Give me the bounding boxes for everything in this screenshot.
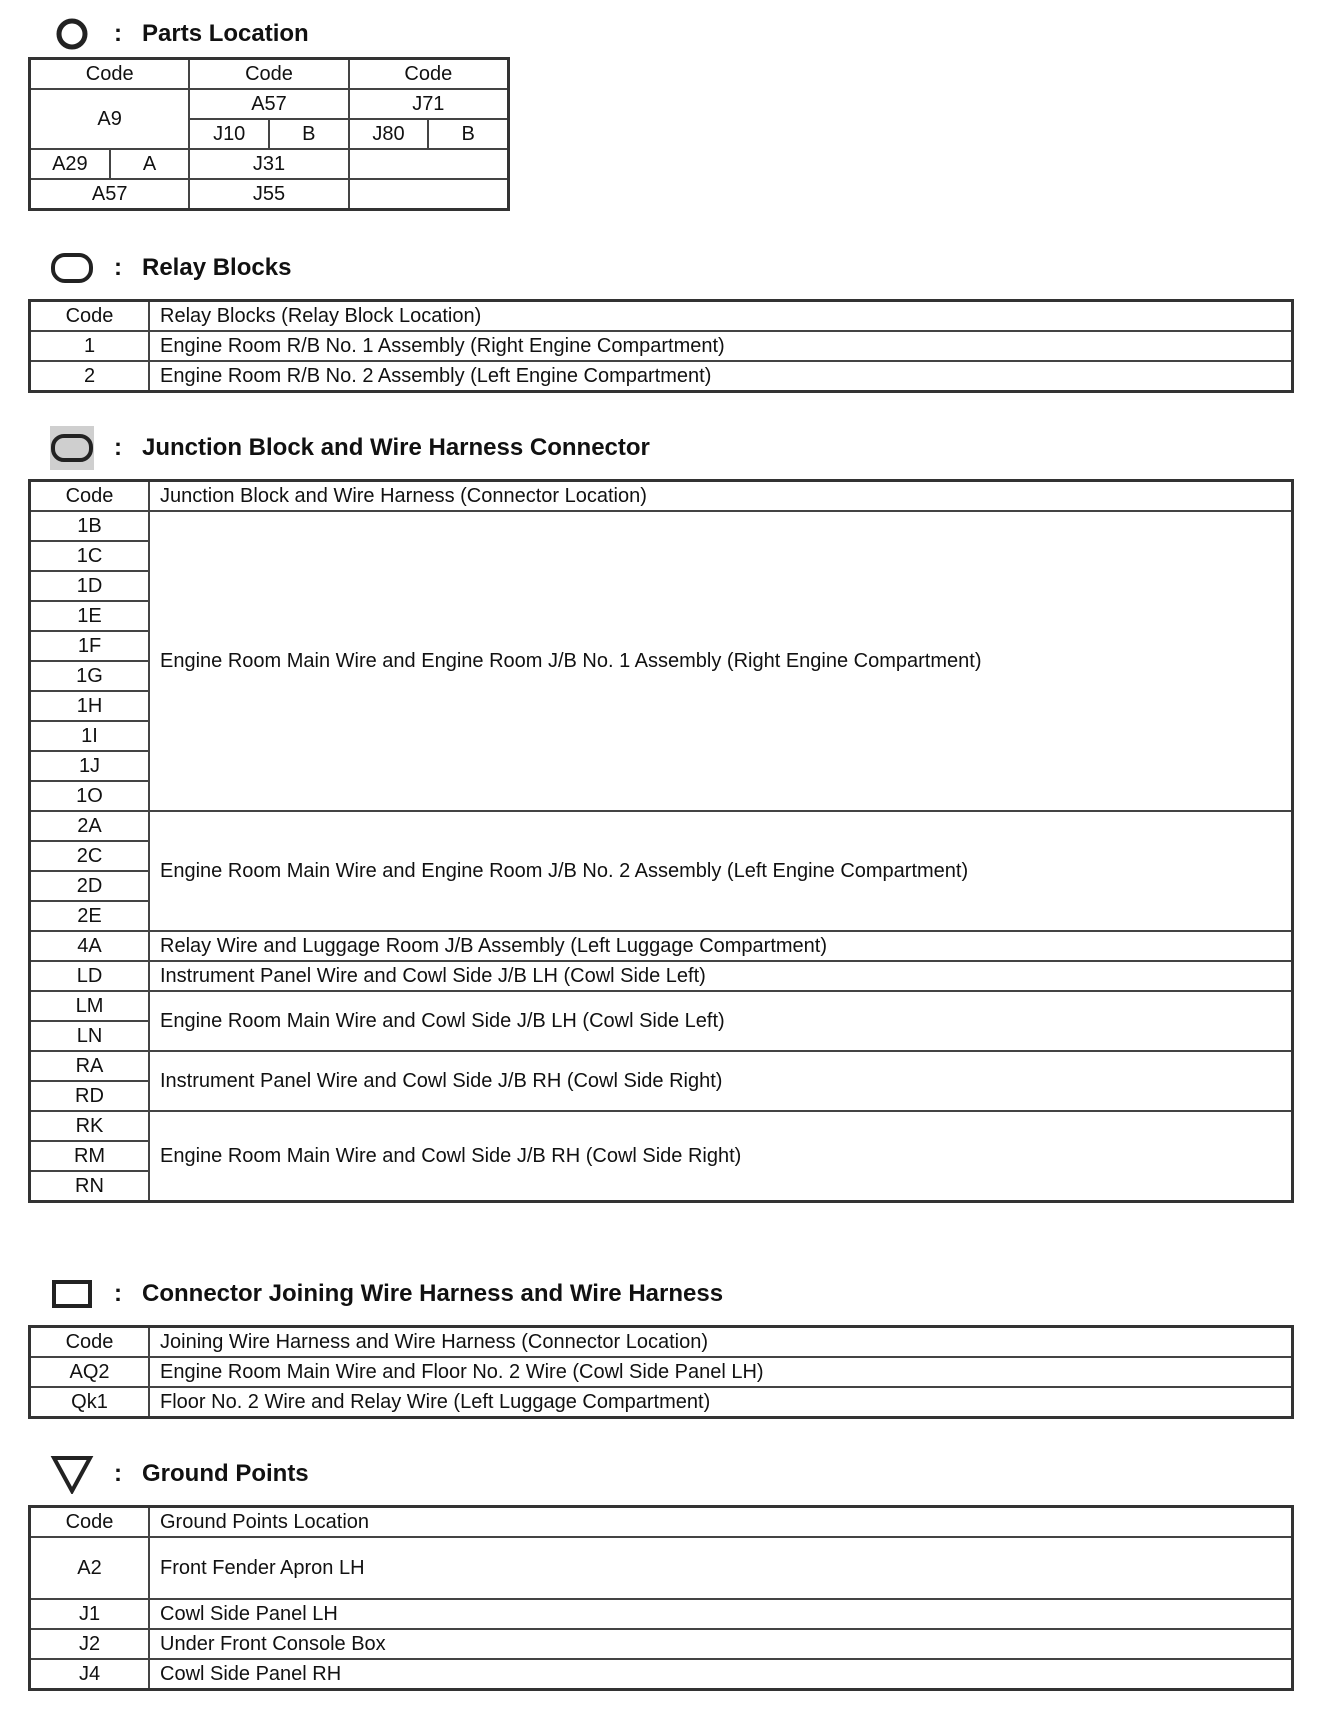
code-cell: RM bbox=[30, 1141, 150, 1171]
code-cell: 2A bbox=[30, 811, 150, 841]
desc-cell: Instrument Panel Wire and Cowl Side J/B LH (Cowl Side Left) bbox=[149, 961, 1293, 991]
code-cell: LD bbox=[30, 961, 150, 991]
code-cell: 2C bbox=[30, 841, 150, 871]
section-title: Junction Block and Wire Harness Connector bbox=[142, 434, 650, 461]
code-cell: 4A bbox=[30, 931, 150, 961]
colon: : bbox=[114, 20, 122, 47]
code-cell: A57 bbox=[189, 89, 348, 119]
junction-block-table bbox=[28, 479, 1294, 1203]
colon: : bbox=[114, 254, 122, 281]
header-desc: Ground Points Location bbox=[149, 1507, 1293, 1538]
ground-points-table bbox=[28, 1505, 1294, 1691]
code-cell: LM bbox=[30, 991, 150, 1021]
desc-cell: Engine Room Main Wire and Cowl Side J/B LH (Cowl Side Left) bbox=[149, 991, 1293, 1051]
parts-location-table bbox=[28, 57, 510, 211]
connector-header bbox=[50, 1272, 723, 1316]
desc-cell: Engine Room Main Wire and Engine Room J/B No. 1 Assembly (Right Engine Compartment) bbox=[149, 511, 1293, 811]
code-cell: A9 bbox=[30, 89, 190, 149]
code-cell: J10 bbox=[189, 119, 269, 149]
section-title: Relay Blocks bbox=[142, 254, 292, 281]
desc-cell: Relay Wire and Luggage Room J/B Assembly (Left Luggage Compartment) bbox=[149, 931, 1293, 961]
section-title: Parts Location bbox=[142, 20, 309, 47]
code-cell: A2 bbox=[30, 1537, 150, 1599]
code-cell: 1E bbox=[30, 601, 150, 631]
relay-blocks-header bbox=[50, 246, 291, 290]
triangle-icon bbox=[50, 1452, 94, 1496]
desc-cell: Engine Room Main Wire and Engine Room J/B No. 2 Assembly (Left Engine Compartment) bbox=[149, 811, 1293, 931]
desc-cell: Engine Room R/B No. 1 Assembly (Right Engine Compartment) bbox=[149, 331, 1293, 361]
desc-cell: Cowl Side Panel LH bbox=[149, 1599, 1293, 1629]
header-code: Code bbox=[30, 301, 150, 332]
colon: : bbox=[114, 1460, 122, 1487]
junction-block-header bbox=[50, 426, 650, 470]
code-cell: 1H bbox=[30, 691, 150, 721]
code-cell: LN bbox=[30, 1021, 150, 1051]
code-cell: RN bbox=[30, 1171, 150, 1202]
section-title: Ground Points bbox=[142, 1460, 309, 1487]
code-cell: A57 bbox=[30, 179, 190, 210]
desc-cell: Engine Room Main Wire and Cowl Side J/B RH (Cowl Side Right) bbox=[149, 1111, 1293, 1202]
header-desc: Relay Blocks (Relay Block Location) bbox=[149, 301, 1293, 332]
colon: : bbox=[114, 434, 122, 461]
code-cell: 1B bbox=[30, 511, 150, 541]
rounded-rect-icon bbox=[50, 246, 94, 290]
code-cell: A29 bbox=[30, 149, 110, 179]
code-cell: J2 bbox=[30, 1629, 150, 1659]
relay-blocks-table bbox=[28, 299, 1294, 393]
empty-cell bbox=[349, 179, 509, 210]
desc-cell: Instrument Panel Wire and Cowl Side J/B RH (Cowl Side Right) bbox=[149, 1051, 1293, 1111]
code-cell: 2 bbox=[30, 361, 150, 392]
code-cell: J55 bbox=[189, 179, 348, 210]
code-cell: J71 bbox=[349, 89, 509, 119]
code-cell: AQ2 bbox=[30, 1357, 150, 1387]
header-code: Code bbox=[30, 1327, 150, 1358]
desc-cell: Floor No. 2 Wire and Relay Wire (Left Luggage Compartment) bbox=[149, 1387, 1293, 1418]
code-cell: 1J bbox=[30, 751, 150, 781]
code-cell: 2E bbox=[30, 901, 150, 931]
code-cell: 1F bbox=[30, 631, 150, 661]
code-cell: RK bbox=[30, 1111, 150, 1141]
header-code: Code bbox=[30, 59, 190, 90]
circle-icon bbox=[50, 12, 94, 56]
code-cell: 1C bbox=[30, 541, 150, 571]
section-title: Connector Joining Wire Harness and Wire Harness bbox=[142, 1280, 724, 1307]
code-cell: J31 bbox=[189, 149, 348, 179]
shaded-rounded-rect-icon bbox=[50, 426, 94, 470]
code-cell: 1D bbox=[30, 571, 150, 601]
connector-table bbox=[28, 1325, 1294, 1419]
code-cell: 1I bbox=[30, 721, 150, 751]
ground-points-header bbox=[50, 1452, 309, 1496]
colon: : bbox=[114, 1280, 122, 1307]
header-code: Code bbox=[349, 59, 509, 90]
code-cell: 1O bbox=[30, 781, 150, 811]
desc-cell: Under Front Console Box bbox=[149, 1629, 1293, 1659]
code-cell: 1 bbox=[30, 331, 150, 361]
header-code: Code bbox=[30, 1507, 150, 1538]
code-cell: 2D bbox=[30, 871, 150, 901]
code-cell: B bbox=[428, 119, 508, 149]
parts-location-header bbox=[50, 12, 309, 56]
code-cell: RD bbox=[30, 1081, 150, 1111]
code-cell: J80 bbox=[349, 119, 429, 149]
code-cell: Qk1 bbox=[30, 1387, 150, 1418]
header-desc: Joining Wire Harness and Wire Harness (Connector Location) bbox=[149, 1327, 1293, 1358]
desc-cell: Front Fender Apron LH bbox=[149, 1537, 1293, 1599]
header-code: Code bbox=[189, 59, 348, 90]
desc-cell: Engine Room Main Wire and Floor No. 2 Wire (Cowl Side Panel LH) bbox=[149, 1357, 1293, 1387]
code-cell: RA bbox=[30, 1051, 150, 1081]
desc-cell: Cowl Side Panel RH bbox=[149, 1659, 1293, 1690]
header-desc: Junction Block and Wire Harness (Connector Location) bbox=[149, 481, 1293, 512]
rectangle-icon bbox=[50, 1272, 94, 1316]
code-cell: A bbox=[110, 149, 190, 179]
code-cell: 1G bbox=[30, 661, 150, 691]
code-cell: B bbox=[269, 119, 349, 149]
header-code: Code bbox=[30, 481, 150, 512]
empty-cell bbox=[349, 149, 509, 179]
code-cell: J1 bbox=[30, 1599, 150, 1629]
code-cell: J4 bbox=[30, 1659, 150, 1690]
desc-cell: Engine Room R/B No. 2 Assembly (Left Engine Compartment) bbox=[149, 361, 1293, 392]
